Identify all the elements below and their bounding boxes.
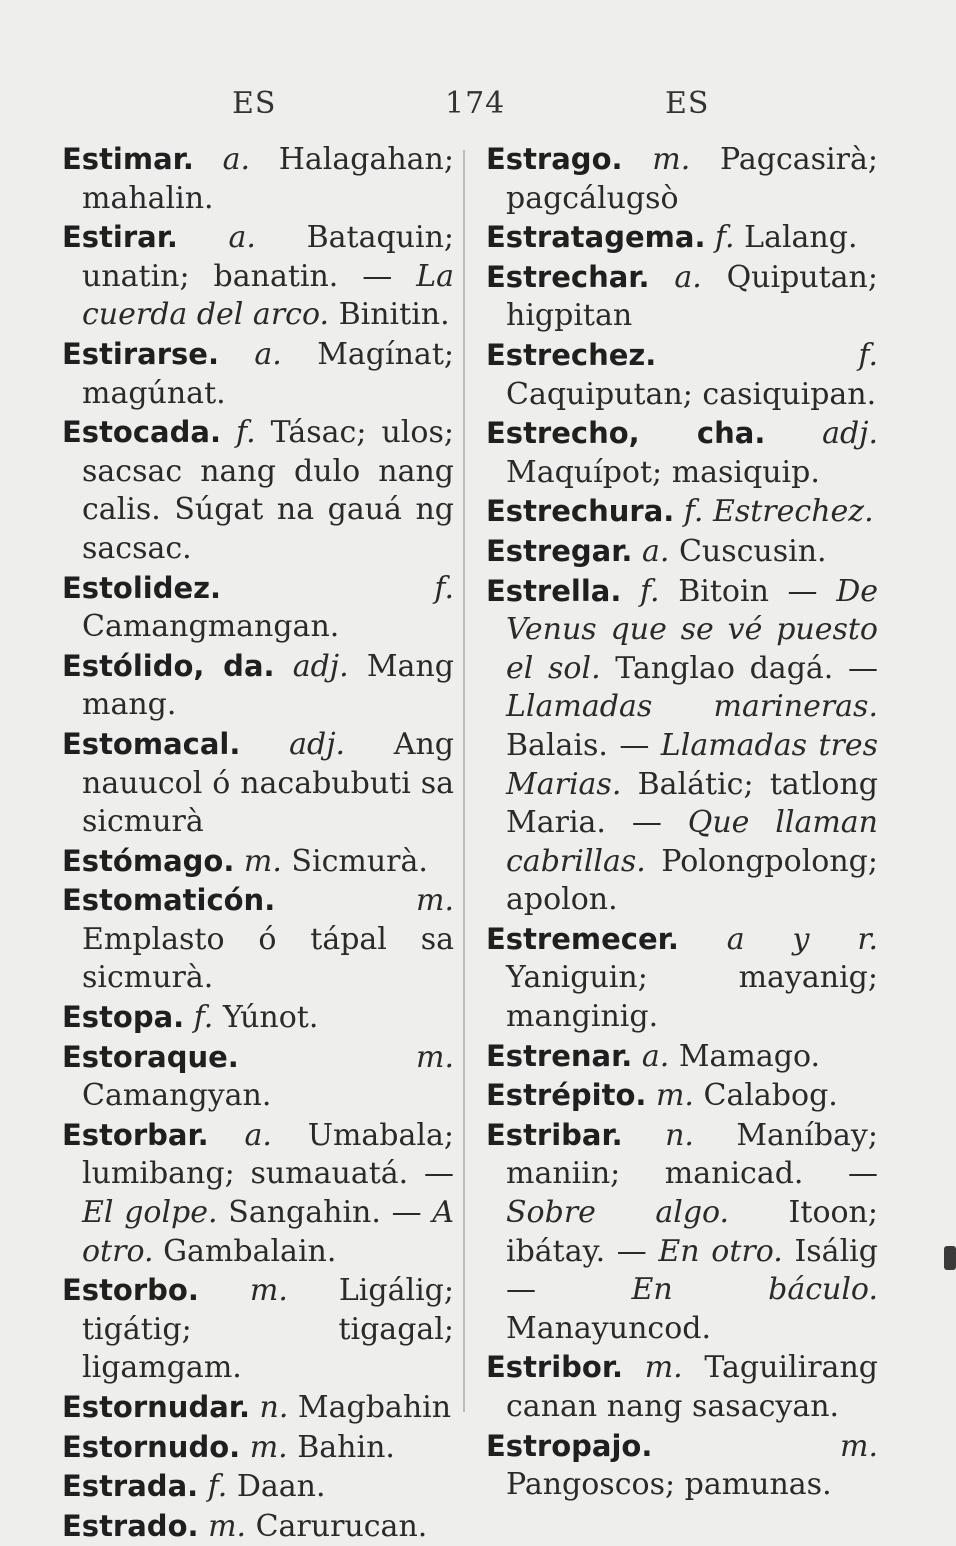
dictionary-entry bbox=[62, 1507, 454, 1546]
dictionary-entry bbox=[62, 1388, 454, 1428]
entry-headword: Estrechura. bbox=[486, 494, 675, 529]
dictionary-entry bbox=[486, 572, 878, 920]
entry-translation: Sangahin. — bbox=[228, 1195, 422, 1231]
entry-headword: Estomacal. bbox=[62, 726, 241, 761]
entry-translation: Itoon; ibátay. — bbox=[506, 1195, 878, 1269]
ink-blot bbox=[944, 1246, 956, 1270]
dictionary-entry bbox=[62, 335, 454, 413]
entry-grammar: a. bbox=[244, 1117, 272, 1153]
entry-translation: Balais. — bbox=[506, 727, 650, 763]
entry-headword: Estrenar. bbox=[486, 1038, 633, 1073]
entry-grammar: m. bbox=[416, 1039, 454, 1075]
dictionary-entry bbox=[486, 140, 878, 218]
entry-example: Llamadas marineras. bbox=[506, 689, 878, 725]
entry-translation: Manayuncod. bbox=[506, 1310, 712, 1346]
entry-grammar: f. bbox=[207, 1469, 228, 1505]
entry-translation: Polongpolong; apolon. bbox=[506, 843, 878, 918]
entry-grammar: f. bbox=[434, 570, 454, 606]
entry-grammar: f. bbox=[640, 573, 660, 609]
entry-translation: Bahin. bbox=[297, 1429, 395, 1465]
entry-translation: Mang mang. bbox=[82, 648, 454, 723]
entry-grammar: adj. bbox=[289, 726, 346, 762]
entry-grammar: m. bbox=[652, 142, 691, 177]
entry-headword: Estrella. bbox=[486, 573, 622, 608]
dictionary-entry bbox=[62, 881, 454, 998]
entry-grammar: n. bbox=[259, 1390, 289, 1425]
dictionary-entry bbox=[62, 647, 454, 725]
dictionary-entry bbox=[62, 140, 454, 218]
entry-translation: Magbahin bbox=[297, 1390, 452, 1425]
entry-translation: Camangyan. bbox=[82, 1078, 272, 1114]
entry-grammar: a. bbox=[641, 1038, 670, 1074]
dictionary-entry bbox=[62, 725, 454, 842]
entry-translation: Daan. bbox=[236, 1469, 326, 1505]
entry-headword: Estrépito. bbox=[486, 1078, 647, 1113]
entry-grammar: f. bbox=[683, 494, 704, 530]
entry-grammar: adj. bbox=[822, 416, 878, 452]
entry-grammar: a. bbox=[228, 220, 256, 256]
entry-headword: Estólido, da. bbox=[62, 648, 275, 683]
entry-headword: Estorbar. bbox=[62, 1117, 209, 1152]
dictionary-entry bbox=[62, 218, 454, 335]
entry-grammar: m. bbox=[249, 1429, 288, 1465]
entry-translation: Mamago. bbox=[678, 1038, 821, 1074]
page-number: 174 bbox=[445, 86, 506, 121]
entry-example: Que llaman cabrillas. bbox=[506, 805, 878, 879]
entry-translation: Magínat; magúnat. bbox=[82, 336, 454, 411]
entry-headword: Estimar. bbox=[62, 142, 194, 176]
entry-headword: Estómago. bbox=[62, 843, 235, 878]
left-column bbox=[62, 140, 454, 1546]
entry-headword: Estorbo. bbox=[62, 1273, 199, 1308]
entry-headword: Estirarse. bbox=[62, 336, 219, 371]
entry-grammar: a. bbox=[254, 336, 282, 372]
entry-example: Sobre algo. bbox=[506, 1195, 730, 1231]
entry-example: A otro. bbox=[82, 1195, 454, 1269]
dictionary-entry bbox=[62, 1428, 454, 1468]
dictionary-entry bbox=[486, 1427, 878, 1505]
entry-grammar: n. bbox=[665, 1117, 694, 1153]
header-right-guide: ES bbox=[665, 86, 710, 121]
entry-grammar: adj. bbox=[292, 648, 349, 684]
entry-translation: Carurucan. bbox=[255, 1508, 428, 1544]
dictionary-entry bbox=[62, 1038, 454, 1116]
entry-example: En báculo. bbox=[631, 1272, 878, 1308]
entry-translation: Gambalain. bbox=[163, 1233, 337, 1269]
dictionary-entry bbox=[486, 258, 878, 336]
entry-grammar: m. bbox=[243, 843, 282, 879]
entry-translation: Caquiputan; casiquipan. bbox=[506, 376, 877, 412]
entry-translation: Maníbay; maniin; manicad. — bbox=[506, 1117, 878, 1192]
entry-translation: Ang nauucol ó nacabubuti sa sicmurà bbox=[82, 726, 454, 840]
entry-headword: Estornudar. bbox=[62, 1390, 250, 1424]
entry-headword: Estrado. bbox=[62, 1508, 199, 1543]
entry-translation: Pangoscos; pamunas. bbox=[506, 1467, 832, 1503]
entry-headword: Estrada. bbox=[62, 1469, 199, 1504]
entry-translation: Maquípot; masiquip. bbox=[506, 454, 820, 490]
dictionary-entry bbox=[486, 414, 878, 492]
entry-translation: Cuscusin. bbox=[678, 533, 827, 569]
entry-headword: Estolidez. bbox=[62, 570, 222, 605]
entry-translation: Halagahan; mahalin. bbox=[82, 142, 454, 216]
entry-translation: Bitoin — bbox=[678, 573, 818, 609]
entry-example: Estrechez. bbox=[712, 494, 874, 530]
entry-example: En otro. bbox=[658, 1233, 783, 1269]
entry-translation: Quiputan; higpitan bbox=[506, 259, 878, 334]
entry-translation: Isálig — bbox=[506, 1233, 878, 1308]
entry-headword: Estoraque. bbox=[62, 1039, 239, 1074]
entry-translation: Tásac; ulos; sacsac nang dulo nang calis. Súgat na gauá ng sacsac. bbox=[82, 415, 454, 566]
entry-translation: Balátic; tatlong Maria. — bbox=[506, 766, 878, 841]
entry-headword: Estremecer. bbox=[486, 921, 679, 956]
entry-translation: Emplasto ó tápal sa sicmurà. bbox=[82, 921, 454, 996]
entry-translation: Bataquin; unatin; banatin. — bbox=[82, 220, 454, 294]
entry-headword: Estratagema. bbox=[486, 220, 706, 255]
entry-translation: Umabala; lumibang; sumauatá. — bbox=[82, 1117, 454, 1192]
dictionary-entry bbox=[486, 336, 878, 414]
dictionary-entry bbox=[62, 842, 454, 882]
entry-headword: Estropajo. bbox=[486, 1428, 653, 1463]
entry-grammar: a. bbox=[641, 533, 670, 569]
entry-grammar: m. bbox=[655, 1078, 694, 1114]
dictionary-entry bbox=[486, 1037, 878, 1077]
header-left-guide: ES bbox=[232, 86, 277, 121]
entry-translation: Yaniguin; mayanig; manginig. bbox=[506, 960, 878, 1035]
entry-grammar: a. bbox=[674, 259, 702, 295]
entry-grammar: m. bbox=[208, 1508, 247, 1544]
dictionary-entry bbox=[62, 1271, 454, 1388]
entry-translation: Binitin. bbox=[338, 297, 450, 333]
entry-headword: Estomaticón. bbox=[62, 883, 276, 918]
entry-grammar: f. bbox=[858, 337, 878, 373]
dictionary-entry bbox=[62, 413, 454, 568]
dictionary-entry bbox=[62, 998, 454, 1038]
right-column bbox=[486, 140, 878, 1505]
entry-translation: Camangmangan. bbox=[82, 609, 340, 645]
entry-headword: Estribor. bbox=[486, 1350, 624, 1385]
entry-example: La cuerda del arco. bbox=[82, 258, 454, 333]
entry-grammar: f. bbox=[715, 220, 735, 256]
dictionary-entry bbox=[62, 569, 454, 647]
entry-headword: Estrecho, cha. bbox=[486, 416, 766, 451]
entry-translation: Pagcasirà; pagcálugsò bbox=[506, 142, 878, 216]
dictionary-entry bbox=[486, 1076, 878, 1116]
entry-headword: Estregar. bbox=[486, 533, 633, 568]
entry-headword: Estrechar. bbox=[486, 259, 650, 294]
column-divider bbox=[463, 150, 465, 1412]
dictionary-entry bbox=[486, 532, 878, 572]
entry-example: El golpe. bbox=[82, 1195, 218, 1231]
entry-translation: Tanglao dagá. — bbox=[615, 650, 878, 686]
entry-headword: Estocada. bbox=[62, 415, 221, 450]
entry-grammar: f. bbox=[236, 415, 256, 451]
dictionary-entry bbox=[486, 492, 878, 532]
entry-translation: Sicmurà. bbox=[291, 843, 428, 879]
entry-grammar: a y r. bbox=[726, 921, 878, 957]
entry-headword: Estrago. bbox=[486, 142, 623, 176]
entry-grammar: a. bbox=[222, 142, 250, 177]
entry-translation: Yúnot. bbox=[222, 1000, 319, 1036]
entry-translation: Ligálig; tigátig; tigagal; ligamgam. bbox=[82, 1273, 454, 1386]
entry-headword: Estirar. bbox=[62, 220, 178, 255]
entry-grammar: m. bbox=[416, 883, 454, 919]
dictionary-entry bbox=[486, 1348, 878, 1426]
entry-translation: Lalang. bbox=[744, 220, 858, 256]
entry-headword: Estribar. bbox=[486, 1117, 623, 1152]
dictionary-entry bbox=[486, 1116, 878, 1349]
entry-headword: Estornudo. bbox=[62, 1429, 241, 1464]
entry-example: De Venus que se vé puesto el sol. bbox=[506, 573, 878, 686]
entry-grammar: m. bbox=[644, 1350, 683, 1386]
entry-headword: Estrechez. bbox=[486, 337, 657, 372]
entry-translation: Taguilirang canan nang sasacyan. bbox=[506, 1350, 878, 1424]
entry-example: Llamadas tres Marias. bbox=[506, 727, 878, 802]
entry-grammar: m. bbox=[840, 1428, 878, 1464]
dictionary-entry bbox=[62, 1116, 454, 1271]
entry-translation: Calabog. bbox=[703, 1078, 838, 1114]
dictionary-entry bbox=[486, 920, 878, 1037]
dictionary-entry bbox=[486, 218, 878, 258]
entry-grammar: f. bbox=[193, 1000, 214, 1036]
entry-headword: Estopa. bbox=[62, 1000, 185, 1035]
entry-grammar: m. bbox=[249, 1273, 288, 1309]
